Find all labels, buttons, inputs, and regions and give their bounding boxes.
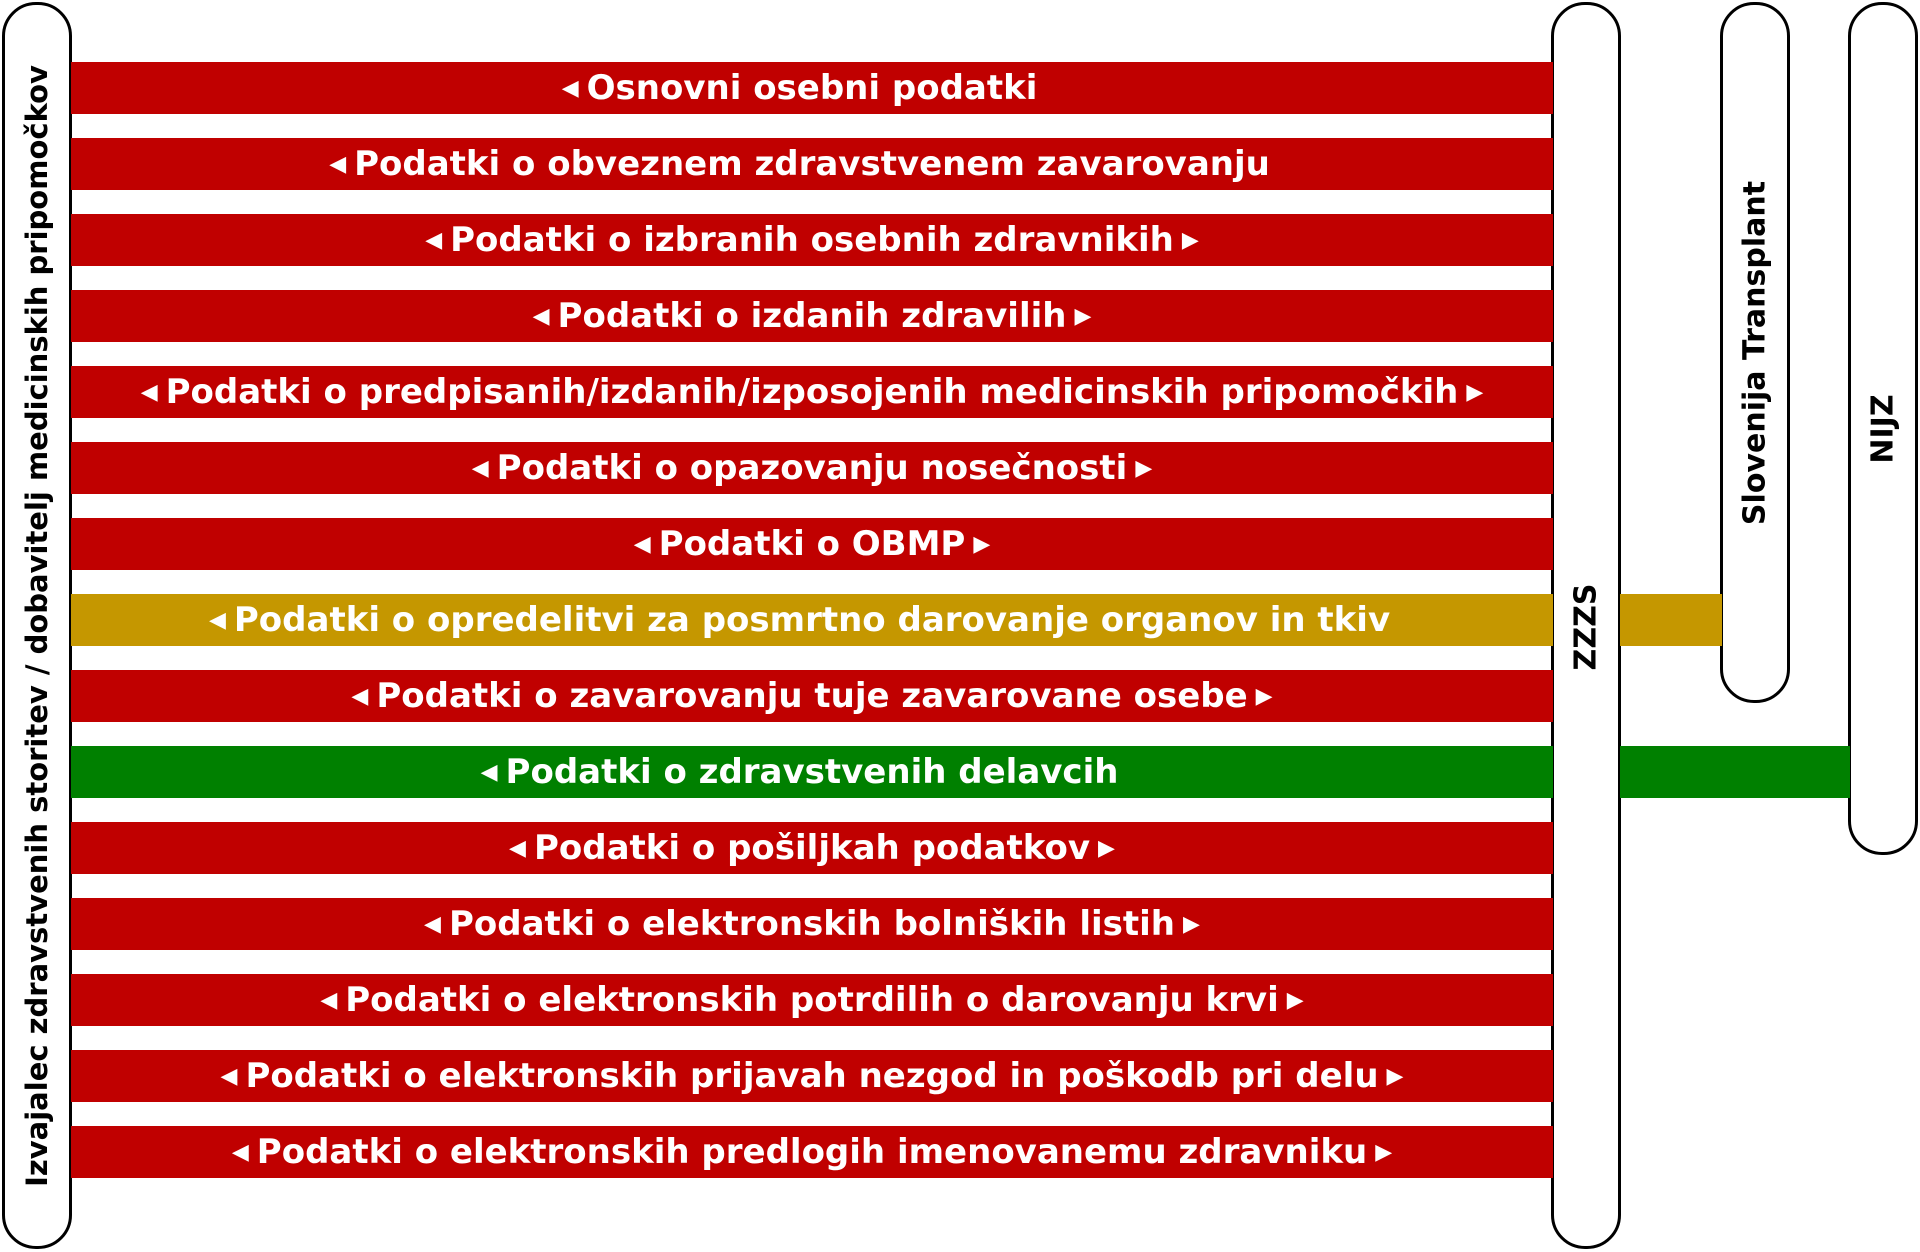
flow-bar — [71, 822, 1553, 874]
flow-bar — [71, 518, 1553, 570]
flow-label: Podatki o elektronskih potrdilih o darovanju krvi — [345, 980, 1279, 1020]
flow-label: Podatki o zavarovanju tuje zavarovane osebe — [376, 676, 1248, 716]
flow-bar — [71, 746, 1553, 798]
left-arrow-icon: ◀ — [208, 607, 226, 633]
right-arrow-icon: ▶ — [1135, 455, 1153, 481]
right-arrow-icon: ▶ — [1386, 1063, 1404, 1089]
flow-label: Podatki o elektronskih prijavah nezgod in poškodb pri delu — [245, 1056, 1379, 1096]
flow-label: Podatki o predpisanih/izdanih/izposojenih medicinskih pripomočkih — [165, 372, 1459, 412]
left-arrow-icon: ◀ — [231, 1139, 249, 1165]
flow-bar — [71, 290, 1553, 342]
nijz-pill — [1848, 2, 1918, 855]
right-arrow-icon: ▶ — [1183, 911, 1200, 937]
flow-label: Podatki o elektronskih predlogih imenovanemu zdravniku — [256, 1132, 1368, 1172]
flow-label: Podatki o izdanih zdravilih — [557, 296, 1067, 336]
provider-label: Izvajalec zdravstvenih storitev / dobavitelj medicinskih pripomočkov — [20, 64, 54, 1187]
flow-bar — [71, 62, 1553, 114]
connector-slovenija-transplant — [1620, 594, 1722, 646]
flow-bar — [71, 214, 1553, 266]
right-arrow-icon: ▶ — [1074, 303, 1092, 329]
slovenija-transplant-label: Slovenija Transplant — [1737, 180, 1773, 525]
left-arrow-icon: ◀ — [509, 835, 526, 861]
right-arrow-icon: ▶ — [1255, 683, 1273, 709]
flow-bar — [71, 974, 1553, 1026]
flow-label: Podatki o elektronskih bolniških listih — [448, 904, 1176, 944]
flow-bar — [71, 442, 1553, 494]
flow-label: Podatki o opredelitvi za posmrtno darovanje organov in tkiv — [233, 600, 1391, 640]
flow-bar — [71, 1126, 1553, 1178]
right-arrow-icon: ▶ — [1098, 835, 1115, 861]
right-arrow-icon: ▶ — [973, 531, 991, 557]
flow-bar — [71, 1050, 1553, 1102]
left-arrow-icon: ◀ — [329, 151, 347, 177]
flow-bar — [71, 138, 1553, 190]
right-arrow-icon: ▶ — [1375, 1139, 1393, 1165]
left-arrow-icon: ◀ — [532, 303, 550, 329]
left-arrow-icon: ◀ — [220, 1063, 238, 1089]
flow-bar — [71, 594, 1553, 646]
left-arrow-icon: ◀ — [320, 987, 338, 1013]
left-arrow-icon: ◀ — [471, 455, 489, 481]
left-arrow-icon: ◀ — [140, 379, 158, 405]
flow-label: Osnovni osebni podatki — [586, 68, 1038, 108]
flow-label: Podatki o OBMP — [658, 524, 966, 564]
left-arrow-icon: ◀ — [351, 683, 369, 709]
provider-pill — [2, 2, 72, 1249]
left-arrow-icon: ◀ — [480, 759, 498, 785]
flow-bar — [71, 366, 1553, 418]
flow-bar — [71, 898, 1553, 950]
slovenija-transplant-pill — [1720, 2, 1790, 703]
flow-label: Podatki o obveznem zdravstvenem zavarovanju — [354, 144, 1270, 184]
left-arrow-icon: ◀ — [561, 75, 579, 101]
left-arrow-icon: ◀ — [633, 531, 651, 557]
flow-label: Podatki o opazovanju nosečnosti — [496, 448, 1128, 488]
nijz-label: NIJZ — [1865, 393, 1901, 464]
flow-label: Podatki o zdravstvenih delavcih — [505, 752, 1119, 792]
right-arrow-icon: ▶ — [1181, 227, 1199, 253]
zzzs-label: ZZZS — [1568, 583, 1604, 671]
flow-bar — [71, 670, 1553, 722]
flow-label: Podatki o izbranih osebnih zdravnikih — [450, 220, 1174, 260]
connector-nijz — [1620, 746, 1850, 798]
right-arrow-icon: ▶ — [1466, 379, 1484, 405]
right-arrow-icon: ▶ — [1286, 987, 1304, 1013]
left-arrow-icon: ◀ — [425, 227, 443, 253]
left-arrow-icon: ◀ — [424, 911, 441, 937]
flow-label: Podatki o pošiljkah podatkov — [533, 828, 1091, 868]
zzzs-pill — [1551, 2, 1621, 1249]
